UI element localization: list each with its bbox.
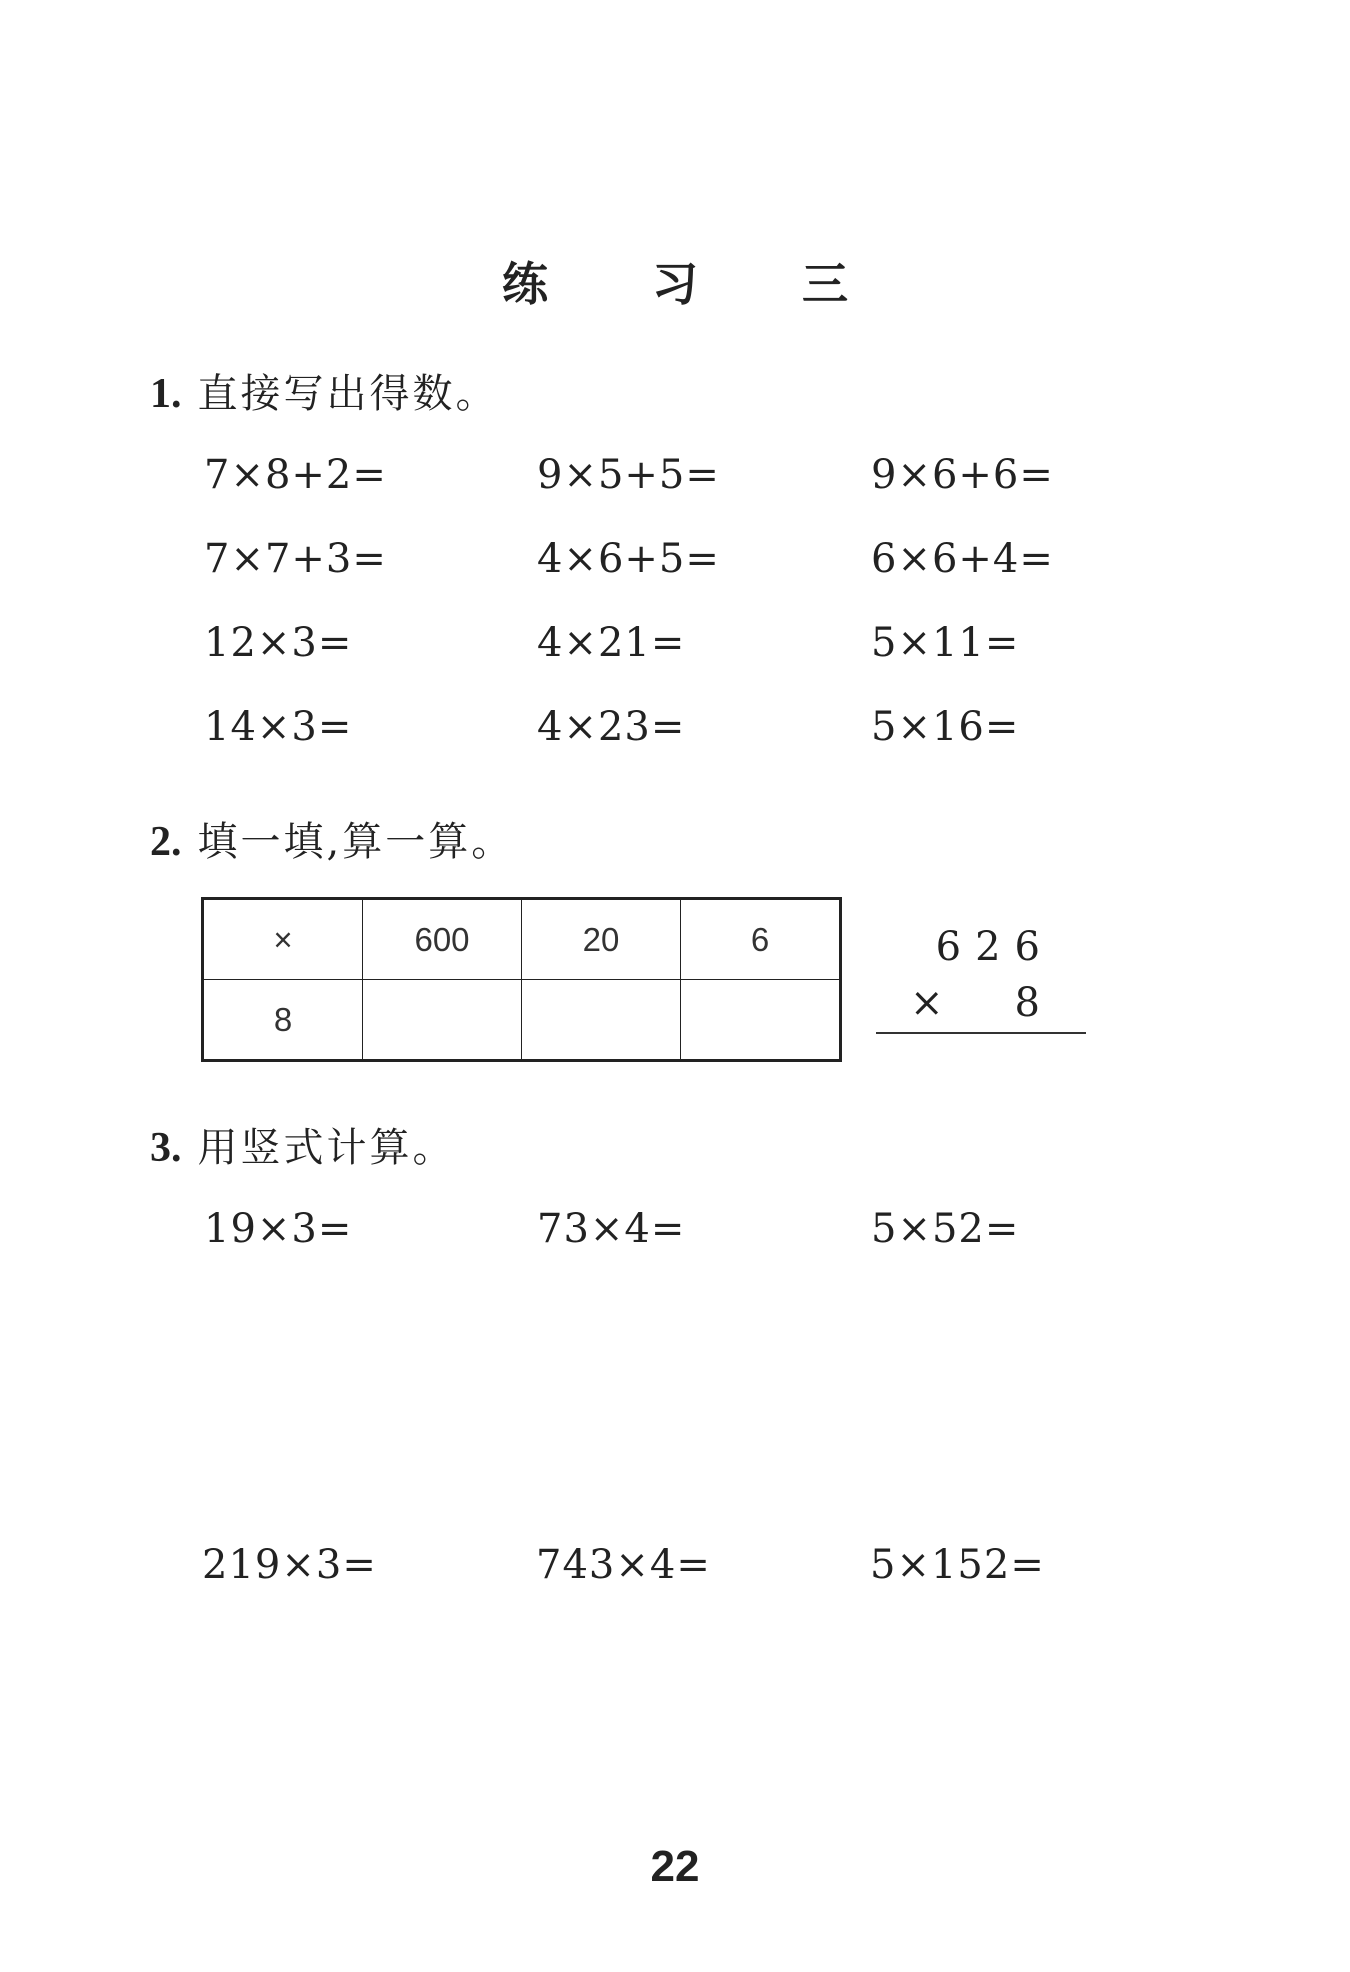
- q1-expression: 12×3=: [204, 620, 353, 666]
- q1-expression: 7×7+3=: [204, 536, 387, 582]
- q1-expression: 4×21=: [537, 620, 686, 666]
- question-3-number: 3.: [150, 1125, 182, 1171]
- multiplication-table: [201, 897, 842, 1062]
- question-3-text: 用竖式计算。: [197, 1125, 456, 1171]
- q1-expression: 9×5+5=: [537, 452, 720, 498]
- q1-expression: 9×6+6=: [871, 452, 1054, 498]
- q1-expression: 4×23=: [537, 704, 686, 750]
- question-2-number: 2.: [150, 819, 182, 865]
- vertical-top-number: 626: [935, 924, 1054, 970]
- question-1-number: 1.: [150, 371, 182, 417]
- table-cell: 6: [681, 899, 841, 980]
- answer-cell[interactable]: [681, 980, 841, 1061]
- page-number: 22: [650, 1842, 700, 1891]
- q1-expression: 5×11=: [871, 620, 1020, 666]
- vertical-bottom-number: 8: [1014, 980, 1040, 1026]
- q3-expression: 743×4=: [536, 1542, 711, 1588]
- question-2-text: 填一填,算一算。: [197, 819, 515, 865]
- q1-expression: 14×3=: [204, 704, 353, 750]
- table-cell: 8: [203, 980, 363, 1061]
- table-row: [203, 980, 841, 1061]
- q1-expression: 4×6+5=: [537, 536, 720, 582]
- q1-expression: 6×6+4=: [871, 536, 1054, 582]
- question-1-text: 直接写出得数。: [197, 371, 499, 417]
- answer-cell[interactable]: [522, 980, 681, 1061]
- table-cell: ×: [203, 899, 363, 980]
- q3-expression: 219×3=: [202, 1542, 377, 1588]
- q1-expression: 5×16=: [871, 704, 1020, 750]
- answer-cell[interactable]: [363, 980, 522, 1061]
- table-cell: 20: [522, 899, 681, 980]
- table-cell: 600: [363, 899, 522, 980]
- table-header-row: [203, 899, 841, 980]
- page-title: 练 习 三: [501, 257, 893, 311]
- vertical-multiplication: [876, 918, 1086, 1038]
- q1-expression: 7×8+2=: [204, 452, 387, 498]
- vertical-operator: ×: [910, 980, 944, 1026]
- question-3-heading: [150, 1116, 456, 1173]
- q3-expression: 73×4=: [537, 1206, 686, 1252]
- question-2-heading: [150, 810, 514, 867]
- vertical-result-line: [876, 1032, 1086, 1034]
- question-1-heading: [150, 362, 499, 419]
- q3-expression: 5×152=: [870, 1542, 1045, 1588]
- q3-expression: 19×3=: [204, 1206, 353, 1252]
- q3-expression: 5×52=: [871, 1206, 1020, 1252]
